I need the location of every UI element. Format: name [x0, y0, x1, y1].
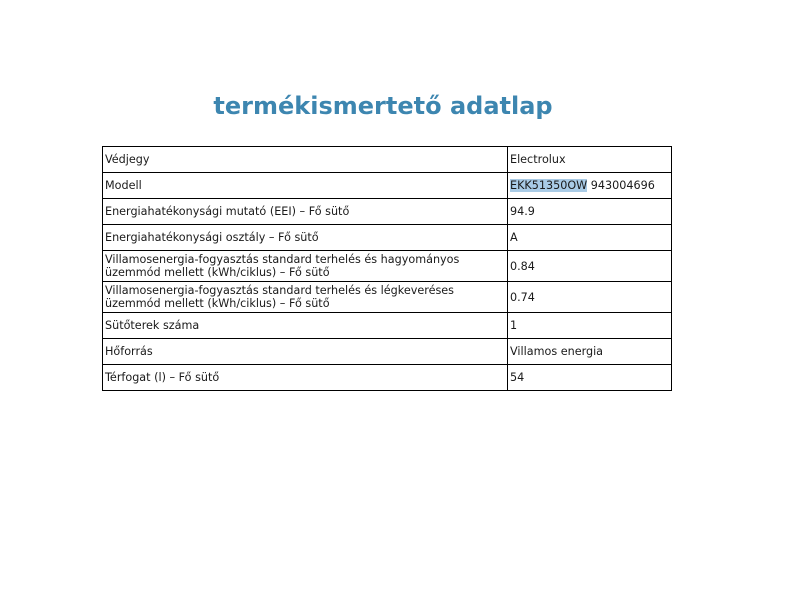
page-title: termékismertető adatlap [213, 92, 553, 120]
row-value: 54 [508, 365, 672, 391]
row-label: Modell [103, 173, 508, 199]
table-row-eei [103, 199, 672, 225]
selected-model-code[interactable]: EKK51350OW [510, 179, 588, 192]
row-label: Villamosenergia-fogyasztás standard terhelés és hagyományos üzemmód mellett (kWh/ciklus) – Fő sütő [103, 251, 508, 282]
row-label: Energiahatékonysági mutató (EEI) – Fő sütő [103, 199, 508, 225]
table-row-brand [103, 147, 672, 173]
row-value: 94.9 [508, 199, 672, 225]
row-value: Electrolux [508, 147, 672, 173]
row-label: Sütőterek száma [103, 313, 508, 339]
table-row-consumption-fan [103, 282, 672, 313]
table-row-energy-class [103, 225, 672, 251]
row-value: 1 [508, 313, 672, 339]
row-value: 0.84 [508, 251, 672, 282]
table-row-model [103, 173, 672, 199]
table-row-volume [103, 365, 672, 391]
row-label: Védjegy [103, 147, 508, 173]
model-number: 943004696 [587, 179, 655, 192]
product-spec-table [102, 146, 672, 391]
row-label: Villamosenergia-fogyasztás standard terhelés és légkeveréses üzemmód mellett (kWh/ciklus) – Fő sütő [103, 282, 508, 313]
table-row-cavities [103, 313, 672, 339]
row-label: Hőforrás [103, 339, 508, 365]
table-row-consumption-conventional [103, 251, 672, 282]
row-value: A [508, 225, 672, 251]
table-row-heat-source [103, 339, 672, 365]
row-value-model [508, 173, 672, 199]
row-value: 0.74 [508, 282, 672, 313]
row-value: Villamos energia [508, 339, 672, 365]
row-label: Energiahatékonysági osztály – Fő sütő [103, 225, 508, 251]
row-label: Térfogat (l) – Fő sütő [103, 365, 508, 391]
